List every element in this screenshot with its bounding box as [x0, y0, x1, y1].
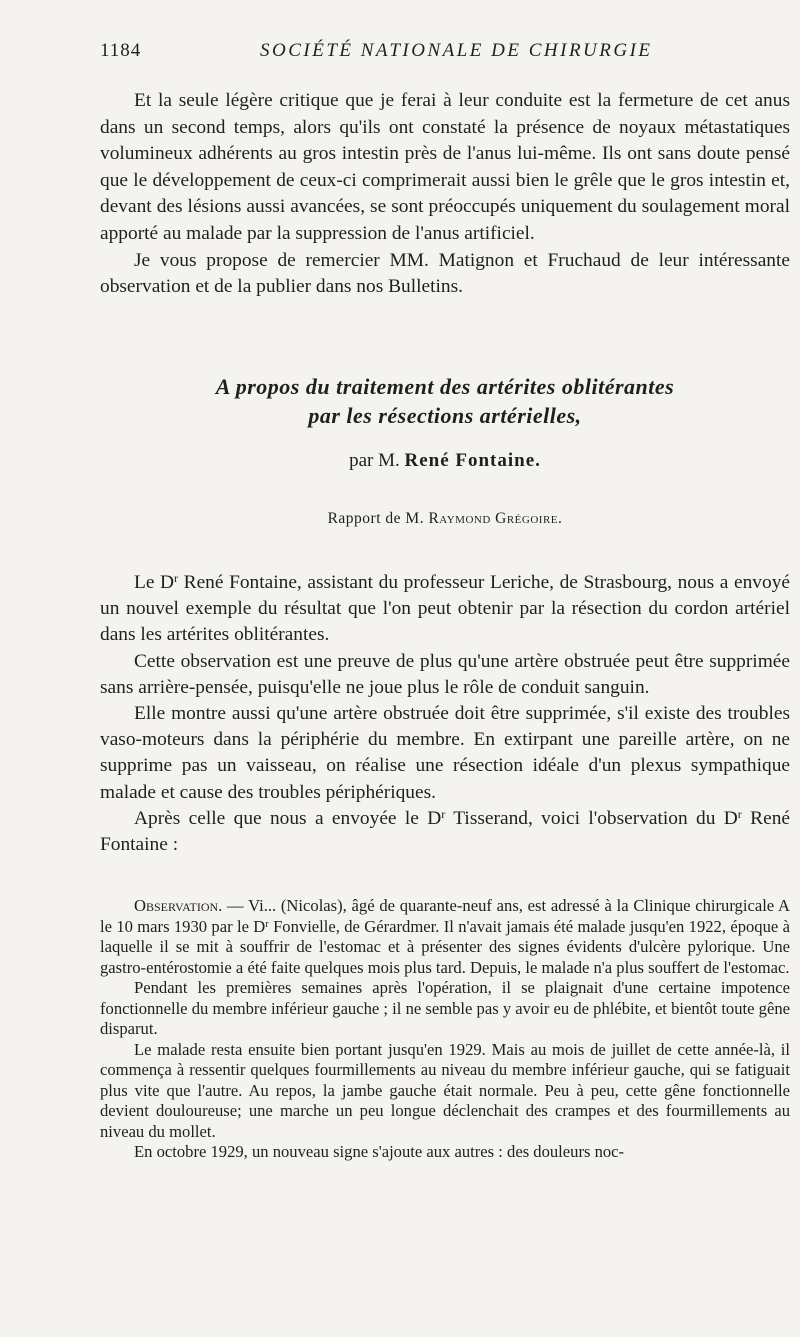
observation-p1-a: — Vi... (Nicolas), âgé de quarante-neuf ans, est adressé à la Clinique chirurgicale A le 10 mars 1930 par le D	[100, 896, 790, 936]
body-p4-sup-2: r	[737, 806, 742, 821]
observation-p1-sup: r	[265, 918, 269, 930]
running-title: SOCIÉTÉ NATIONALE DE CHIRURGIE	[260, 40, 653, 61]
body-paragraph-3: Elle montre aussi qu'une artère obstruée doit être supprimée, s'il existe des troubles vaso-moteurs dans la périphérie du membre. En extirpant une pareille artère, on ne supprime pas un vaisseau, on réalise une résection idéale d'un plexus sympathique malade et cause des troubles périphériques.	[100, 703, 790, 803]
article-title-line-1: A propos du traitement des artérites oblitérantes	[215, 374, 675, 399]
article-title-line-2: par les résections artérielles,	[308, 403, 582, 428]
running-header	[100, 40, 790, 64]
body-p1-sup: r	[174, 571, 179, 585]
body-paragraph-2: Cette observation est une preuve de plus qu'une artère obstruée peut être supprimée sans arrière-pensée, puisqu'elle ne joue plus le rôle de conduit sanguin.	[100, 650, 790, 698]
article-title	[100, 372, 790, 430]
body-p1-a: Le D	[134, 572, 175, 593]
body-p4-a: Après celle que nous a envoyée le D	[134, 807, 442, 829]
observation-label: Observation.	[134, 896, 223, 915]
body-section	[100, 570, 790, 858]
observation-section	[100, 896, 790, 1163]
body-p4-c: René Fontaine :	[100, 807, 790, 856]
observation-paragraph-2: Pendant les premières semaines après l'opération, il se plaignait d'une certaine impotence fonctionnelle du membre inférieur gauche ; il ne semble pas y avoir eu de phlébite, et bientôt toute gêne disparut.	[100, 978, 790, 1038]
body-p4-b: Tisserand, voici l'observation du D	[445, 807, 738, 829]
observation-p1-b: Fonvielle, de Gérardmer. Il n'avait jamais été malade jusqu'en 1922, époque à laquelle il se mit à souffrir de l'estomac et à présenter des signes évidents d'ulcère pylorique. Une gastro-entérostomie a été faite quelques mois plus tard. Depuis, le malade n'a plus souffert de l'estomac.	[100, 916, 790, 977]
byline-author: René Fontaine.	[404, 450, 541, 471]
report-prefix: Rapport de M.	[327, 510, 425, 527]
body-paragraph-1	[100, 570, 790, 649]
report-line	[100, 510, 790, 528]
body-p4-sup-1: r	[441, 806, 446, 821]
intro-section	[100, 88, 790, 301]
report-author: Raymond Grégoire.	[428, 510, 563, 527]
body-p1-b: René Fontaine, assistant du professeur Leriche, de Strasbourg, nous a envoyé un nouvel exemple du résultat que l'on peut obtenir par la résection du cordon artériel dans les artérites oblitérantes.	[100, 572, 790, 646]
article-byline	[100, 450, 790, 472]
observation-paragraph-3: Le malade resta ensuite bien portant jusqu'en 1929. Mais au mois de juillet de cette année-là, il commença à ressentir quelques fourmillements au niveau du membre inférieur gauche, qui se fatiguait plus vite que l'autre. Au repos, la jambe gauche était normale. Peu à peu, cette gêne fonctionnelle devient douloureuse; une marche un peu longue déclenchait des crampes et des fourmillements au niveau du mollet.	[100, 1039, 790, 1141]
intro-paragraph-2: Je vous propose de remercier MM. Matignon et Fruchaud de leur intéressante observation et de la publier dans nos Bulletins.	[100, 249, 790, 298]
body-paragraph-4	[100, 806, 790, 858]
observation-paragraph-1	[100, 896, 790, 978]
byline-prefix: par M.	[349, 450, 400, 471]
intro-paragraph-1: Et la seule légère critique que je ferai à leur conduite est la fermeture de cet anus dans un second temps, alors qu'ils ont constaté la présence de noyaux métastatiques volumineux adhérents au gros intestin près de l'anus lui-même. Ils ont sans doute pensé que le développement de ceux-ci comprimerait aussi bien le grêle que le gros intestin et, devant des lésions aussi avancées, se sont préoccupés uniquement du soulagement moral apporté au malade par la suppression de l'anus artificiel.	[100, 90, 790, 244]
observation-paragraph-4: En octobre 1929, un nouveau signe s'ajoute aux autres : des douleurs noc-	[134, 1142, 625, 1161]
page-number: 1184	[100, 40, 142, 61]
